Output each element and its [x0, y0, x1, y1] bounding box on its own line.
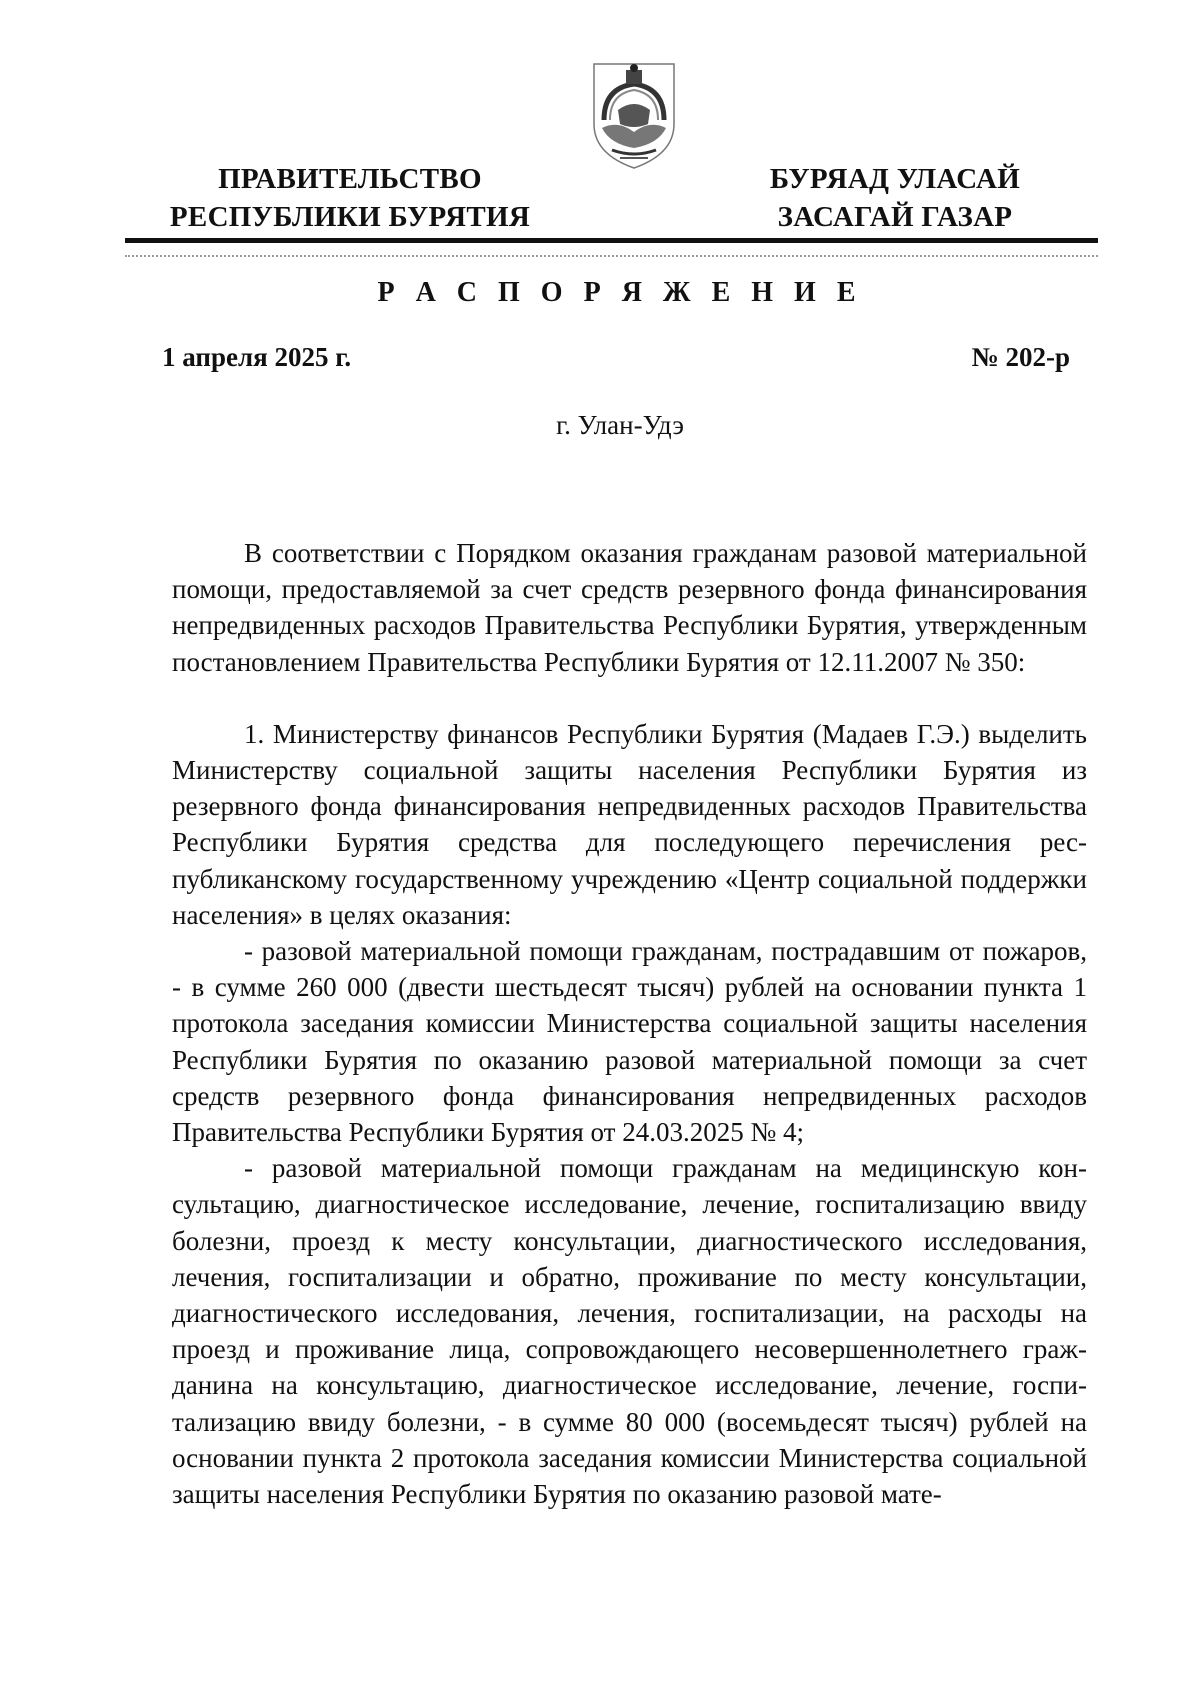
document-date: 1 апреля 2025 г.	[162, 342, 352, 372]
header-dotted-rule	[125, 255, 1098, 257]
paragraph-medical-aid: - разовой материальной помощи гражданам на медицинскую консультацию, диагностическое исследование, лечение, госпитализацию ввиду болезни, проезд к месту консультации, диагностического исследования, лечения, госпитализации и обратно, проживание по месту консультации, диагностического исследования, лечения, госпитализации, на расходы на проезд и проживание лица, сопровождающего несовершеннолетнего гражданина на консультацию, диагностическое исследование, лечение, госпитализацию ввиду болезни, - в сумме 80 000 (восемьдесят тысяч) рублей на основании пункта 2 протокола заседания комиссии Министерства социальной защиты населения Республики Бурятия по оказанию разовой мате-	[172, 1153, 1087, 1510]
paragraph-preamble: В соответствии с Порядком оказания гражданам разовой материальной помощи, предоставляемой за счет средств резервного фонда финансирования непредвиденных расходов Правительства Республики Бурятия, утвержденным постановлением Правительства Республики Бурятия от 12.11.2007 № 350:	[172, 538, 1087, 677]
org-name-russian	[140, 160, 560, 236]
paragraph-fire-aid: - разовой материальной помощи гражданам, пострадавшим от пожаров, - в сумме 260 000 (двести шестьдесят тысяч) рублей на основании пункта 1 протокола заседания комиссии Министерства социальной защиты населения Республики Бурятия по оказанию разовой материальной помощи за счет средств резервного фонда финансирования непредвиденных расходов Правительства Республики Бурятия от 24.03.2025 № 4;	[172, 936, 1087, 1148]
document-number: № 202-р	[971, 342, 1070, 372]
org-name-buryat	[730, 160, 1060, 236]
paragraph-item-1: 1. Министерству финансов Республики Бурятия (Мадаев Г.Э.) выделить Министерству социальной защиты населения Республики Бурятия из резервного фонда финансирования непредвиденных расходов Правительства Республики Бурятия средства для последующего перечисления республиканскому государственному учреждению «Центр социальной поддержки населения» в целях оказания:	[172, 718, 1087, 930]
org-name-buryat-line-2: ЗАСАГАЙ ГАЗАР	[777, 201, 1013, 233]
document-type: Р А С П О Р Я Ж Е Н И Е	[377, 277, 863, 308]
coat-of-arms-icon	[588, 58, 680, 172]
org-name-russian-line-2: РЕСПУБЛИКИ БУРЯТИЯ	[169, 201, 531, 233]
document-city: г. Улан-Удэ	[556, 410, 684, 440]
document-body	[172, 535, 1087, 1512]
org-name-russian-line-1: ПРАВИТЕЛЬСТВО	[218, 163, 482, 195]
header-rule	[125, 238, 1098, 243]
org-name-buryat-line-1: БУРЯАД УЛАСАЙ	[769, 163, 1021, 195]
